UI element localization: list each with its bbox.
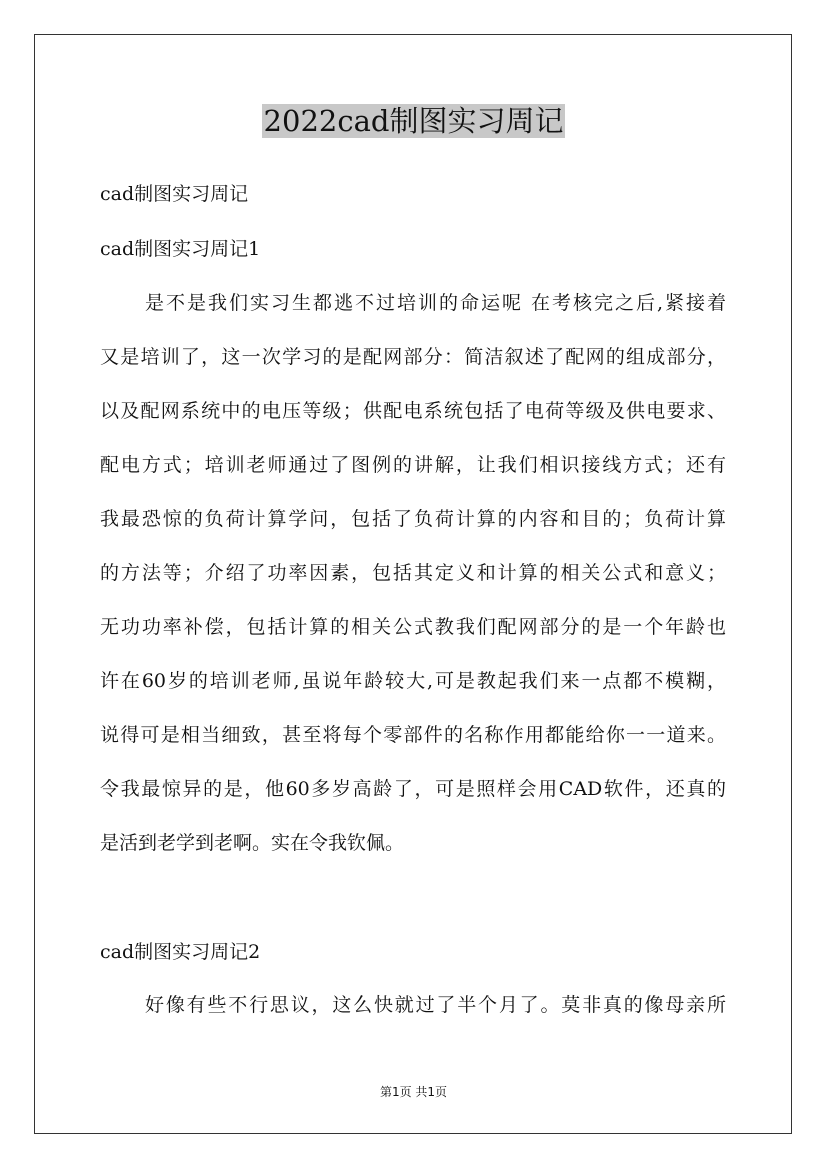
document-title bbox=[0, 101, 827, 141]
section1-paragraph-line-1: 是不是我们实习生都逃不过培训的命运呢 在考核完之后,紧接着 bbox=[145, 292, 726, 314]
section1-paragraph-line-6: 的方法等；介绍了功率因素，包括其定义和计算的相关公式和意义； bbox=[100, 562, 726, 584]
section1-paragraph-line-4: 配电方式；培训老师通过了图例的讲解，让我们相识接线方式；还有 bbox=[100, 454, 726, 476]
section2-paragraph-line-1: 好像有些不行思议，这么快就过了半个月了。莫非真的像母亲所 bbox=[145, 994, 726, 1016]
section1-paragraph-line-9: 说得可是相当细致，甚至将每个零部件的名称作用都能给你一一道来。 bbox=[100, 724, 726, 746]
section1-paragraph-line-2: 又是培训了，这一次学习的是配网部分：简洁叙述了配网的组成部分， bbox=[100, 346, 726, 368]
page-footer: 第1页 共1页 bbox=[379, 1085, 448, 1099]
section2-heading: cad制图实习周记2 bbox=[100, 941, 261, 963]
section1-paragraph-line-5: 我最恐惊的负荷计算学问，包括了负荷计算的内容和目的；负荷计算 bbox=[100, 508, 726, 530]
document-subtitle: cad制图实习周记 bbox=[100, 183, 249, 205]
section1-paragraph-line-7: 无功功率补偿，包括计算的相关公式教我们配网部分的是一个年龄也 bbox=[100, 616, 726, 638]
section1-paragraph-line-10: 令我最惊异的是，他60多岁高龄了，可是照样会用CAD软件，还真的 bbox=[100, 778, 726, 800]
section1-paragraph-line-8: 许在60岁的培训老师,虽说年龄较大,可是教起我们来一点都不模糊， bbox=[100, 670, 726, 692]
section1-heading: cad制图实习周记1 bbox=[100, 238, 261, 260]
section1-paragraph-line-3: 以及配网系统中的电压等级；供配电系统包括了电荷等级及供电要求、 bbox=[100, 400, 726, 422]
document-title-text: 2022cad制图实习周记 bbox=[263, 104, 564, 138]
section1-paragraph-line-11: 是活到老学到老啊。实在令我钦佩。 bbox=[100, 832, 405, 854]
